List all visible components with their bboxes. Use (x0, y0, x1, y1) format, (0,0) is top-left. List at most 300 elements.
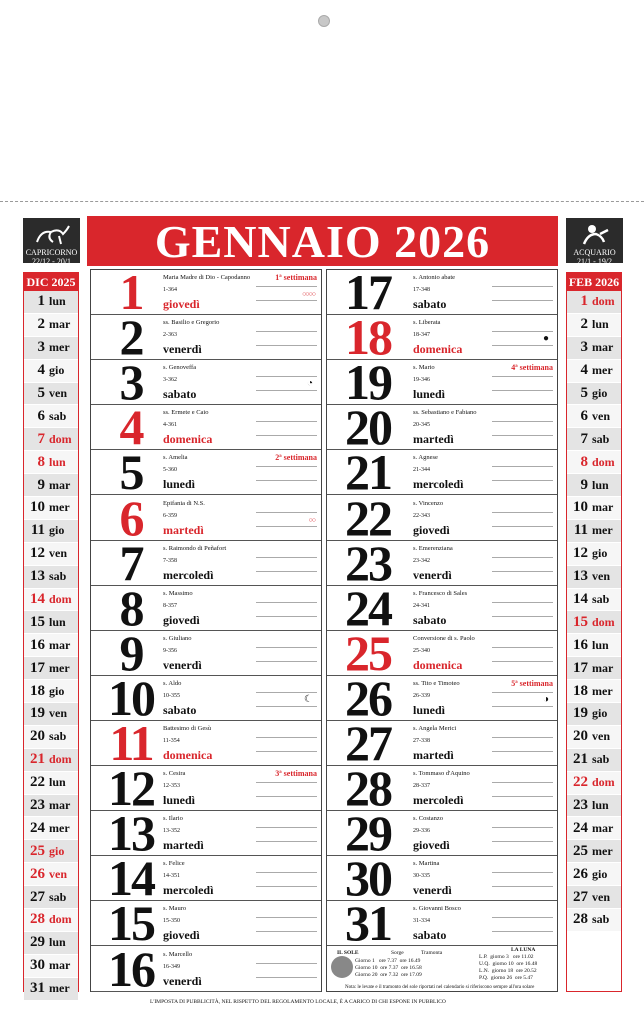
day-number: 15 (108, 901, 154, 947)
weekday: martedì (163, 522, 204, 537)
mini-day-row (24, 680, 78, 703)
note-line (256, 931, 317, 932)
day-row (327, 856, 557, 901)
note-line (492, 331, 553, 332)
day-row (327, 405, 557, 450)
mini-day-weekday: gio (49, 683, 65, 698)
note-line (256, 376, 317, 377)
mini-day-weekday: gio (592, 546, 608, 561)
aquarius-icon (566, 220, 623, 248)
note-line (492, 390, 553, 391)
mini-day-weekday: dom (49, 592, 72, 607)
mini-day-number: 22 (30, 774, 45, 791)
month-title: GENNAIO 2026 (87, 216, 558, 266)
note-line (492, 886, 553, 887)
note-line (492, 841, 553, 842)
day-number: 5 (119, 450, 143, 496)
mini-day-row (567, 817, 621, 840)
mini-day-weekday: lun (592, 477, 609, 492)
week-label: 5ª settimana (511, 678, 553, 688)
mini-day-number: 25 (30, 842, 45, 859)
note-line (256, 571, 317, 572)
day-row (327, 811, 557, 856)
mini-day-row (567, 451, 621, 474)
weekday: sabato (163, 387, 197, 402)
saint-name: s. Tommaso d'Aquino (413, 770, 470, 778)
day-number: 23 (345, 540, 391, 586)
saint-name: s. Angela Merici (413, 725, 457, 732)
note-line (492, 300, 553, 301)
day-number: 28 (345, 766, 391, 812)
sun-note: Nota: le levate e il tramonto del sole riportati nel calendario si riferiscono sempre all'ora solare (345, 985, 535, 990)
mini-day-row (24, 291, 78, 314)
sun-row-2: Giorno 10 ore 7.37 ore 16.58 (355, 965, 422, 971)
day-row (91, 901, 321, 946)
mini-day-weekday: sab (49, 729, 67, 744)
day-ordinal: 31-334 (413, 918, 430, 925)
mini-day-row (24, 840, 78, 863)
mini-day-weekday: gio (49, 363, 65, 378)
note-line (492, 917, 553, 918)
day-number: 17 (345, 270, 391, 315)
mini-day-number: 28 (30, 911, 45, 928)
day-row (91, 315, 321, 360)
mini-day-row (567, 886, 621, 909)
mini-day-weekday: gio (49, 843, 65, 858)
mini-day-row (567, 543, 621, 566)
mini-day-weekday: mer (49, 340, 70, 355)
day-row (91, 450, 321, 495)
day-number: 7 (119, 540, 143, 586)
weekday: lunedì (163, 793, 196, 808)
day-ordinal: 8-357 (163, 602, 177, 609)
day-row (327, 541, 557, 586)
mini-day-number: 19 (30, 705, 45, 722)
day-number: 3 (119, 360, 143, 406)
mini-day-row (24, 634, 78, 657)
mini-day-weekday: lun (49, 294, 66, 309)
moon-row-3: L.N. giorno 18 ore 20.52 (479, 968, 537, 974)
note-line (492, 376, 553, 377)
mini-day-weekday: gio (592, 866, 608, 881)
note-line (492, 661, 553, 662)
saint-name: s. Ilario (163, 815, 183, 823)
mini-day-number: 3 (580, 339, 588, 356)
mini-day-number: 19 (573, 705, 588, 722)
mini-day-row (567, 566, 621, 589)
mini-day-weekday: lun (592, 798, 609, 813)
weekday: giovedì (413, 838, 450, 853)
mini-day-number: 20 (30, 728, 45, 745)
note-line (492, 557, 553, 558)
mini-day-weekday: mer (49, 500, 70, 515)
moon-row-1: L.P. giorno 3 ore 11.02 (479, 954, 534, 960)
note-line (256, 602, 317, 603)
event-markers: ○○○○ (302, 290, 315, 298)
day-row (327, 721, 557, 766)
mini-day-number: 7 (37, 430, 45, 447)
mini-day-row (567, 795, 621, 818)
day-ordinal: 28-337 (413, 783, 430, 790)
mini-day-number: 4 (580, 362, 588, 379)
mini-day-number: 21 (573, 751, 588, 768)
day-number: 2 (119, 315, 143, 361)
mini-day-number: 28 (573, 911, 588, 928)
mini-day-number: 3 (37, 339, 45, 356)
mini-day-number: 15 (30, 613, 45, 630)
mini-day-weekday: sab (592, 752, 610, 767)
mini-day-number: 15 (573, 613, 588, 630)
saint-name: s. Mario (413, 364, 435, 372)
sun-title: IL SOLE (337, 950, 359, 956)
mini-day-weekday: dom (592, 775, 615, 790)
mini-day-number: 14 (573, 591, 588, 608)
mini-day-number: 26 (30, 865, 45, 882)
mini-day-row (24, 497, 78, 520)
saint-name: s. Antonio abate (413, 274, 456, 281)
note-line (492, 647, 553, 648)
mini-day-weekday: dom (592, 294, 615, 309)
day-ordinal: 1-364 (163, 287, 177, 293)
days-column-left (90, 269, 322, 992)
mini-day-weekday: mar (592, 820, 614, 835)
mini-day-row (24, 978, 78, 1001)
mini-day-number: 21 (30, 751, 45, 768)
mini-day-number: 22 (573, 774, 588, 791)
day-ordinal: 11-354 (163, 738, 180, 744)
mini-day-weekday: sab (592, 431, 610, 446)
saint-name: s. Emerenziana (413, 544, 453, 552)
day-number: 26 (345, 675, 391, 721)
mini-day-row (567, 428, 621, 451)
mini-day-weekday: mar (49, 317, 71, 332)
note-line (256, 917, 317, 918)
note-line (492, 782, 553, 783)
saint-name: Conversione di s. Paolo (413, 634, 475, 642)
weekday: giovedì (163, 612, 200, 627)
mini-day-weekday: lun (49, 775, 66, 790)
saint-name: ss. Basilio e Gregorio (163, 319, 220, 327)
week-label: 1ª settimana (275, 273, 317, 282)
saint-name: s. Amelia (163, 454, 188, 462)
weekday: domenica (413, 657, 463, 672)
weekday: venerdì (413, 883, 452, 898)
mini-day-row (567, 383, 621, 406)
zodiac-right-dates: 21/1 - 19/2 (576, 257, 613, 266)
note-line (256, 647, 317, 648)
saint-name: s. Liberata (413, 319, 441, 327)
mini-day-row (24, 886, 78, 909)
mini-day-weekday: mar (49, 798, 71, 813)
mini-day-number: 10 (30, 499, 45, 516)
mini-day-row (567, 726, 621, 749)
saint-name: s. Raimondo di Peñafort (163, 544, 227, 552)
mini-day-row (24, 314, 78, 337)
saint-name: s. Vincenzo (413, 499, 444, 507)
mini-day-row (567, 863, 621, 886)
saint-name: s. Agnese (413, 454, 438, 462)
moon-phase-icon: ● (542, 333, 549, 345)
mini-day-number: 30 (30, 957, 45, 974)
next-month-title: FEB 2026 (568, 275, 620, 289)
note-line (256, 737, 317, 738)
mini-day-number: 6 (37, 407, 45, 424)
day-row (91, 360, 321, 405)
mini-day-number: 6 (580, 407, 588, 424)
day-number: 20 (345, 405, 391, 451)
mini-day-row (24, 520, 78, 543)
weekday: giovedì (163, 297, 200, 311)
sun-rise-header: Sorge (391, 950, 404, 956)
moon-phase-icon: ◑ (542, 693, 549, 705)
day-row (327, 766, 557, 811)
mini-day-weekday: ven (592, 889, 610, 904)
day-number: 21 (345, 450, 391, 496)
saint-name: s. Genoveffa (163, 364, 197, 372)
day-ordinal: 26-339 (413, 692, 430, 699)
prev-month-mini-calendar (23, 272, 79, 997)
week-label: 2ª settimana (275, 453, 317, 463)
note-line (492, 602, 553, 603)
day-row (91, 586, 321, 631)
mini-day-weekday: dom (592, 614, 615, 629)
mini-day-number: 12 (30, 545, 45, 562)
day-number: 30 (345, 856, 391, 902)
note-line (492, 286, 553, 287)
day-number: 16 (108, 946, 154, 992)
weekday: mercoledì (413, 477, 464, 492)
mini-day-number: 12 (573, 545, 588, 562)
note-line (256, 466, 317, 467)
day-ordinal: 27-338 (413, 738, 430, 744)
mini-day-number: 13 (573, 568, 588, 585)
saint-name: s. Marcello (163, 950, 193, 958)
saint-name: s. Giuliano (163, 634, 192, 642)
footer-note: L'IMPOSTA DI PUBBLICITÀ, NEL RISPETTO DEL REGOLAMENTO LOCALE, È A CARICO DI CHI ESPONE IN PUBBLICO (150, 999, 446, 1005)
saint-name: s. Cesira (163, 770, 186, 778)
day-number: 10 (108, 675, 154, 721)
perforation-line (0, 201, 644, 202)
mini-day-weekday: ven (49, 866, 67, 881)
mini-day-row (24, 657, 78, 680)
saint-name: ss. Ermete e Caio (163, 409, 209, 417)
mini-day-row (24, 795, 78, 818)
day-number: 6 (119, 495, 143, 541)
day-row (327, 270, 557, 315)
day-ordinal: 22-343 (413, 512, 430, 519)
day-ordinal: 19-346 (413, 377, 430, 384)
moon-row-4: P.Q. giorno 26 ore 5.47 (479, 975, 533, 981)
mini-day-weekday: dom (592, 454, 615, 469)
mini-day-weekday: mar (49, 637, 71, 652)
mini-day-row (24, 749, 78, 772)
saint-name: s. Aldo (163, 679, 182, 687)
note-line (256, 827, 317, 828)
day-row (91, 721, 321, 766)
mini-day-number: 27 (30, 888, 45, 905)
mini-day-weekday: lun (592, 317, 609, 332)
weekday: domenica (163, 748, 213, 762)
weekday: martedì (413, 432, 454, 447)
moon-icon (457, 956, 475, 982)
mini-day-weekday: mer (49, 981, 70, 996)
day-number: 8 (119, 585, 143, 631)
day-number: 31 (345, 901, 391, 947)
mini-day-number: 29 (30, 934, 45, 951)
mini-day-weekday: dom (49, 752, 72, 767)
weekday: giovedì (163, 928, 200, 943)
day-row (91, 766, 321, 811)
day-ordinal: 9-356 (163, 647, 177, 654)
mini-day-row (24, 932, 78, 955)
mini-day-weekday: dom (49, 431, 72, 446)
mini-day-row (24, 543, 78, 566)
day-row (91, 631, 321, 676)
note-line (492, 706, 553, 707)
weekday: giovedì (413, 522, 450, 537)
note-line (256, 841, 317, 842)
saint-name: s. Martina (413, 860, 440, 868)
day-ordinal: 29-336 (413, 828, 430, 835)
note-line (256, 331, 317, 332)
mini-day-number: 11 (573, 522, 588, 539)
day-ordinal: 5-360 (163, 467, 177, 474)
moon-phase-icon: ◔ (306, 378, 313, 390)
mini-day-row (567, 680, 621, 703)
mini-day-row (567, 405, 621, 428)
mini-day-weekday: lun (49, 454, 66, 469)
sun-icon (331, 956, 353, 978)
mini-day-number: 8 (580, 453, 588, 470)
note-line (492, 421, 553, 422)
weekday: sabato (413, 297, 447, 311)
mini-day-number: 14 (30, 591, 45, 608)
mini-day-row (567, 909, 621, 932)
mini-day-weekday: ven (592, 408, 610, 423)
mini-day-row (567, 291, 621, 314)
saint-name: s. Mauro (163, 905, 187, 913)
mini-day-row (567, 611, 621, 634)
note-line (492, 466, 553, 467)
mini-day-weekday: sab (49, 569, 67, 584)
day-ordinal: 16-349 (163, 963, 180, 970)
mini-day-row (24, 383, 78, 406)
day-row (327, 496, 557, 541)
mini-day-row (567, 772, 621, 795)
mini-day-weekday: mer (592, 363, 613, 378)
weekday: lunedì (413, 387, 446, 402)
mini-day-weekday: gio (49, 523, 65, 538)
weekday: venerdì (413, 567, 452, 582)
day-ordinal: 7-358 (163, 557, 177, 564)
weekday: sabato (413, 612, 447, 627)
weekday: mercoledì (413, 793, 464, 808)
day-row (91, 541, 321, 586)
saint-name: s. Felice (163, 860, 185, 868)
days-column-right (326, 269, 558, 992)
day-number: 12 (108, 766, 154, 812)
weekday: mercoledì (163, 883, 214, 898)
note-line (492, 827, 553, 828)
day-ordinal: 24-341 (413, 602, 430, 609)
sun-row-1: Giorno 1 ore 7.37 ore 16.49 (355, 958, 421, 964)
day-ordinal: 13-352 (163, 828, 180, 835)
note-line (492, 616, 553, 617)
day-number: 4 (119, 405, 143, 451)
mini-day-number: 10 (573, 499, 588, 516)
day-ordinal: 15-350 (163, 918, 180, 925)
sun-row-3: Giorno 20 ore 7.32 ore 17.09 (355, 972, 422, 978)
mini-day-row (24, 428, 78, 451)
week-label: 4ª settimana (511, 363, 553, 373)
moon-row-2: U.Q. giorno 10 ore 16.48 (479, 961, 538, 967)
day-number: 25 (345, 630, 391, 676)
week-label: 3ª settimana (275, 769, 317, 779)
day-row (327, 676, 557, 721)
mini-day-row (24, 703, 78, 726)
mini-day-row (24, 405, 78, 428)
note-line (256, 706, 317, 707)
note-line (256, 390, 317, 391)
day-row (91, 270, 321, 315)
day-number: 22 (345, 495, 391, 541)
moon-phase-icon: ☾ (304, 693, 313, 705)
day-number: 11 (109, 721, 153, 766)
mini-day-row (24, 589, 78, 612)
note-line (492, 796, 553, 797)
mini-day-weekday: mar (592, 340, 614, 355)
day-row (327, 631, 557, 676)
note-line (256, 886, 317, 887)
mini-day-number: 2 (37, 316, 45, 333)
note-line (492, 931, 553, 932)
note-line (256, 692, 317, 693)
mini-day-number: 8 (37, 453, 45, 470)
note-line (492, 751, 553, 752)
mini-day-number: 27 (573, 888, 588, 905)
mini-day-number: 5 (37, 385, 45, 401)
saint-name: s. Massimo (163, 589, 193, 597)
mini-day-number: 9 (580, 476, 588, 493)
day-row (327, 901, 557, 946)
weekday: venerdì (163, 342, 202, 357)
saint-name: s. Giovanni Bosco (413, 905, 461, 913)
mini-day-number: 20 (573, 728, 588, 745)
mini-day-row (24, 474, 78, 497)
mini-day-number: 11 (30, 522, 45, 539)
mini-day-weekday: dom (49, 912, 72, 927)
day-number: 24 (345, 585, 391, 631)
mini-day-weekday: mar (592, 660, 614, 675)
day-row (327, 315, 557, 360)
mini-day-weekday: mer (592, 843, 613, 858)
event-markers: ○○ (308, 515, 315, 524)
day-number: 27 (345, 721, 391, 766)
mini-day-number: 25 (573, 842, 588, 859)
zodiac-capricorn (23, 218, 80, 266)
mini-day-row (567, 314, 621, 337)
mini-day-row (24, 451, 78, 474)
moon-title: LA LUNA (511, 947, 536, 953)
mini-day-weekday: lun (592, 637, 609, 652)
day-ordinal: 25-340 (413, 647, 430, 654)
mini-day-weekday: mer (592, 523, 613, 538)
mini-day-row (567, 657, 621, 680)
day-number: 9 (119, 630, 143, 676)
mini-day-row (567, 497, 621, 520)
mini-day-number: 1 (37, 293, 45, 310)
day-ordinal: 20-345 (413, 422, 430, 429)
